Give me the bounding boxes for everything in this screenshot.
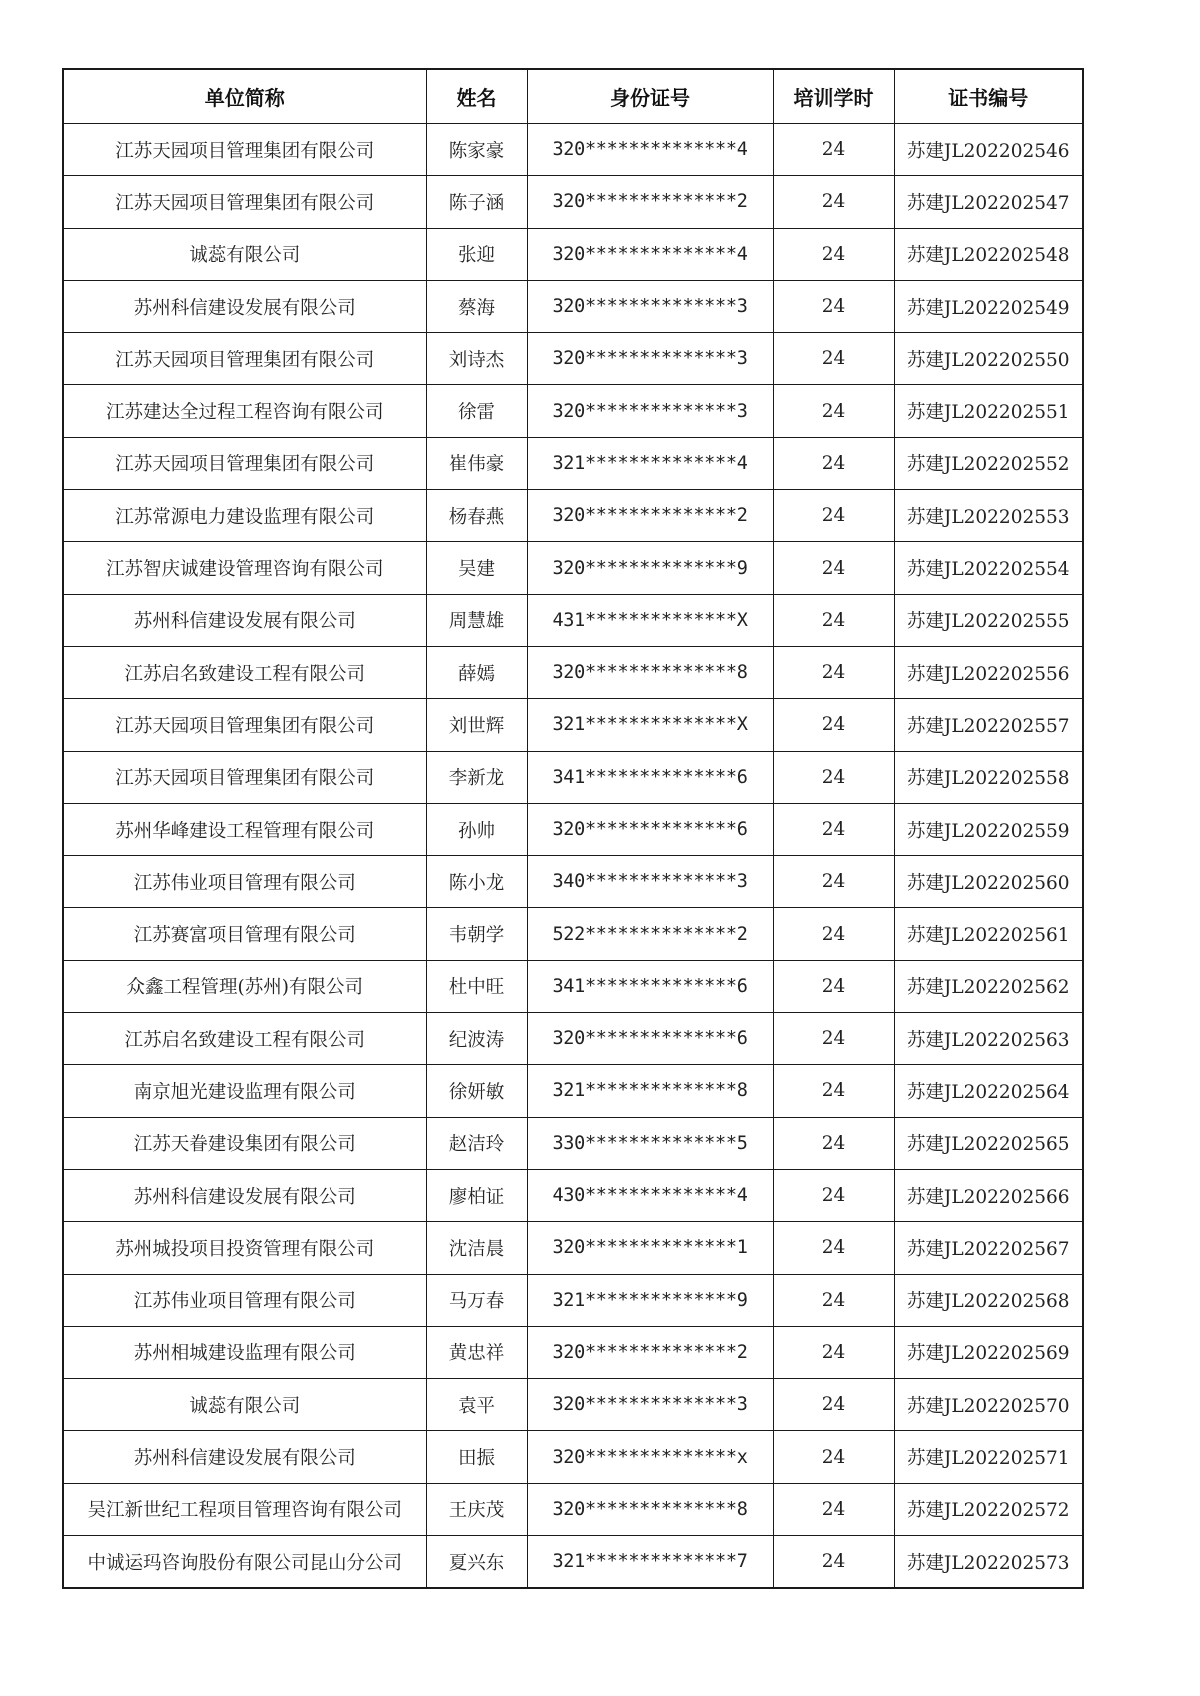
unit-cell: 江苏赛富项目管理有限公司	[63, 908, 426, 960]
header-name: 姓名	[426, 69, 527, 124]
id-number-cell: 321**************7	[527, 1536, 773, 1589]
unit-cell: 苏州科信建设发展有限公司	[63, 1169, 426, 1221]
table-row	[63, 960, 1083, 1012]
unit-cell: 江苏常源电力建设监理有限公司	[63, 490, 426, 542]
table-row	[63, 594, 1083, 646]
table-row	[63, 699, 1083, 751]
id-number-cell: 321**************X	[527, 699, 773, 751]
id-number-cell: 320**************9	[527, 542, 773, 594]
training-hours-cell: 24	[773, 960, 894, 1012]
id-number-cell: 522**************2	[527, 908, 773, 960]
id-number-cell: 320**************4	[527, 228, 773, 280]
name-cell: 陈小龙	[426, 856, 527, 908]
certificate-number-cell: 苏建JL202202549	[894, 280, 1083, 332]
id-number-cell: 330**************5	[527, 1117, 773, 1169]
certificate-number-cell: 苏建JL202202572	[894, 1483, 1083, 1535]
unit-cell: 江苏伟业项目管理有限公司	[63, 856, 426, 908]
table-row	[63, 1326, 1083, 1378]
certificate-number-cell: 苏建JL202202569	[894, 1326, 1083, 1378]
name-cell: 王庆茂	[426, 1483, 527, 1535]
unit-cell: 江苏智庆诚建设管理咨询有限公司	[63, 542, 426, 594]
table-row	[63, 333, 1083, 385]
unit-cell: 吴江新世纪工程项目管理咨询有限公司	[63, 1483, 426, 1535]
id-number-cell: 320**************8	[527, 646, 773, 698]
certificate-number-cell: 苏建JL202202573	[894, 1536, 1083, 1589]
unit-cell: 江苏天园项目管理集团有限公司	[63, 437, 426, 489]
name-cell: 徐妍敏	[426, 1065, 527, 1117]
header-unit: 单位简称	[63, 69, 426, 124]
header-id-number: 身份证号	[527, 69, 773, 124]
unit-cell: 苏州城投项目投资管理有限公司	[63, 1222, 426, 1274]
id-number-cell: 320**************3	[527, 1379, 773, 1431]
table-row	[63, 385, 1083, 437]
training-hours-cell: 24	[773, 1431, 894, 1483]
name-cell: 陈家豪	[426, 124, 527, 176]
name-cell: 蔡海	[426, 280, 527, 332]
name-cell: 刘诗杰	[426, 333, 527, 385]
id-number-cell: 320**************x	[527, 1431, 773, 1483]
training-hours-cell: 24	[773, 385, 894, 437]
table-row	[63, 1379, 1083, 1431]
header-training-hours: 培训学时	[773, 69, 894, 124]
training-hours-cell: 24	[773, 490, 894, 542]
unit-cell: 江苏伟业项目管理有限公司	[63, 1274, 426, 1326]
id-number-cell: 320**************6	[527, 803, 773, 855]
training-hours-cell: 24	[773, 1117, 894, 1169]
table-row	[63, 856, 1083, 908]
certificate-number-cell: 苏建JL202202570	[894, 1379, 1083, 1431]
id-number-cell: 340**************3	[527, 856, 773, 908]
name-cell: 田振	[426, 1431, 527, 1483]
certificate-number-cell: 苏建JL202202556	[894, 646, 1083, 698]
name-cell: 韦朝学	[426, 908, 527, 960]
certificate-number-cell: 苏建JL202202552	[894, 437, 1083, 489]
certificate-number-cell: 苏建JL202202553	[894, 490, 1083, 542]
unit-cell: 江苏建达全过程工程咨询有限公司	[63, 385, 426, 437]
training-hours-cell: 24	[773, 542, 894, 594]
id-number-cell: 320**************3	[527, 333, 773, 385]
unit-cell: 中诚运玛咨询股份有限公司昆山分公司	[63, 1536, 426, 1589]
certificate-number-cell: 苏建JL202202567	[894, 1222, 1083, 1274]
unit-cell: 江苏天眷建设集团有限公司	[63, 1117, 426, 1169]
id-number-cell: 320**************8	[527, 1483, 773, 1535]
name-cell: 薛嫣	[426, 646, 527, 698]
unit-cell: 苏州科信建设发展有限公司	[63, 280, 426, 332]
training-hours-cell: 24	[773, 1379, 894, 1431]
table-row	[63, 1222, 1083, 1274]
unit-cell: 诚蕊有限公司	[63, 228, 426, 280]
header-row	[63, 69, 1083, 124]
certificate-number-cell: 苏建JL202202546	[894, 124, 1083, 176]
training-hours-cell: 24	[773, 908, 894, 960]
name-cell: 孙帅	[426, 803, 527, 855]
id-number-cell: 320**************2	[527, 490, 773, 542]
training-hours-cell: 24	[773, 280, 894, 332]
unit-cell: 江苏启名致建设工程有限公司	[63, 1013, 426, 1065]
name-cell: 赵洁玲	[426, 1117, 527, 1169]
training-hours-cell: 24	[773, 1326, 894, 1378]
certificate-number-cell: 苏建JL202202563	[894, 1013, 1083, 1065]
table-row	[63, 542, 1083, 594]
training-hours-cell: 24	[773, 751, 894, 803]
training-hours-cell: 24	[773, 646, 894, 698]
training-hours-cell: 24	[773, 594, 894, 646]
certificate-number-cell: 苏建JL202202555	[894, 594, 1083, 646]
id-number-cell: 320**************4	[527, 124, 773, 176]
training-hours-cell: 24	[773, 856, 894, 908]
id-number-cell: 431**************X	[527, 594, 773, 646]
table-row	[63, 803, 1083, 855]
unit-cell: 江苏启名致建设工程有限公司	[63, 646, 426, 698]
name-cell: 杨春燕	[426, 490, 527, 542]
unit-cell: 诚蕊有限公司	[63, 1379, 426, 1431]
training-hours-cell: 24	[773, 1222, 894, 1274]
name-cell: 廖柏证	[426, 1169, 527, 1221]
table-row	[63, 1274, 1083, 1326]
name-cell: 袁平	[426, 1379, 527, 1431]
training-hours-cell: 24	[773, 1013, 894, 1065]
table-body	[63, 124, 1083, 1589]
table-row	[63, 1013, 1083, 1065]
certificate-number-cell: 苏建JL202202558	[894, 751, 1083, 803]
id-number-cell: 341**************6	[527, 751, 773, 803]
id-number-cell: 320**************2	[527, 176, 773, 228]
id-number-cell: 320**************6	[527, 1013, 773, 1065]
name-cell: 徐雷	[426, 385, 527, 437]
unit-cell: 江苏天园项目管理集团有限公司	[63, 751, 426, 803]
name-cell: 陈子涵	[426, 176, 527, 228]
name-cell: 杜中旺	[426, 960, 527, 1012]
unit-cell: 江苏天园项目管理集团有限公司	[63, 176, 426, 228]
id-number-cell: 320**************2	[527, 1326, 773, 1378]
training-hours-cell: 24	[773, 803, 894, 855]
id-number-cell: 320**************3	[527, 385, 773, 437]
table-header	[63, 69, 1083, 124]
table-row	[63, 437, 1083, 489]
id-number-cell: 320**************3	[527, 280, 773, 332]
certificate-number-cell: 苏建JL202202561	[894, 908, 1083, 960]
training-hours-cell: 24	[773, 437, 894, 489]
training-hours-cell: 24	[773, 1274, 894, 1326]
name-cell: 黄忠祥	[426, 1326, 527, 1378]
name-cell: 崔伟豪	[426, 437, 527, 489]
id-number-cell: 321**************8	[527, 1065, 773, 1117]
training-hours-cell: 24	[773, 1536, 894, 1589]
name-cell: 李新龙	[426, 751, 527, 803]
table-row	[63, 751, 1083, 803]
table-row	[63, 646, 1083, 698]
training-hours-cell: 24	[773, 333, 894, 385]
certificate-number-cell: 苏建JL202202548	[894, 228, 1083, 280]
table-row	[63, 1483, 1083, 1535]
unit-cell: 南京旭光建设监理有限公司	[63, 1065, 426, 1117]
id-number-cell: 320**************1	[527, 1222, 773, 1274]
certificate-number-cell: 苏建JL202202564	[894, 1065, 1083, 1117]
table-row	[63, 1431, 1083, 1483]
training-hours-cell: 24	[773, 1065, 894, 1117]
table-row	[63, 490, 1083, 542]
unit-cell: 江苏天园项目管理集团有限公司	[63, 699, 426, 751]
table-row	[63, 124, 1083, 176]
table-row	[63, 1117, 1083, 1169]
id-number-cell: 430**************4	[527, 1169, 773, 1221]
certificate-number-cell: 苏建JL202202554	[894, 542, 1083, 594]
training-hours-cell: 24	[773, 1483, 894, 1535]
certificate-number-cell: 苏建JL202202559	[894, 803, 1083, 855]
certificate-table	[62, 68, 1084, 1589]
unit-cell: 苏州科信建设发展有限公司	[63, 1431, 426, 1483]
certificate-number-cell: 苏建JL202202571	[894, 1431, 1083, 1483]
certificate-number-cell: 苏建JL202202550	[894, 333, 1083, 385]
header-certificate-number: 证书编号	[894, 69, 1083, 124]
table-row	[63, 1536, 1083, 1589]
name-cell: 沈洁晨	[426, 1222, 527, 1274]
table-row	[63, 176, 1083, 228]
certificate-number-cell: 苏建JL202202568	[894, 1274, 1083, 1326]
training-hours-cell: 24	[773, 1169, 894, 1221]
unit-cell: 苏州华峰建设工程管理有限公司	[63, 803, 426, 855]
name-cell: 张迎	[426, 228, 527, 280]
id-number-cell: 321**************4	[527, 437, 773, 489]
training-hours-cell: 24	[773, 124, 894, 176]
id-number-cell: 341**************6	[527, 960, 773, 1012]
name-cell: 马万春	[426, 1274, 527, 1326]
name-cell: 周慧雄	[426, 594, 527, 646]
certificate-number-cell: 苏建JL202202547	[894, 176, 1083, 228]
certificate-number-cell: 苏建JL202202565	[894, 1117, 1083, 1169]
name-cell: 纪波涛	[426, 1013, 527, 1065]
table-row	[63, 1065, 1083, 1117]
table-row	[63, 908, 1083, 960]
certificate-number-cell: 苏建JL202202560	[894, 856, 1083, 908]
table-row	[63, 280, 1083, 332]
table-row	[63, 228, 1083, 280]
id-number-cell: 321**************9	[527, 1274, 773, 1326]
unit-cell: 众鑫工程管理(苏州)有限公司	[63, 960, 426, 1012]
name-cell: 夏兴东	[426, 1536, 527, 1589]
unit-cell: 江苏天园项目管理集团有限公司	[63, 124, 426, 176]
unit-cell: 苏州科信建设发展有限公司	[63, 594, 426, 646]
certificate-number-cell: 苏建JL202202551	[894, 385, 1083, 437]
table-row	[63, 1169, 1083, 1221]
certificate-number-cell: 苏建JL202202557	[894, 699, 1083, 751]
certificate-number-cell: 苏建JL202202566	[894, 1169, 1083, 1221]
unit-cell: 苏州相城建设监理有限公司	[63, 1326, 426, 1378]
name-cell: 吴建	[426, 542, 527, 594]
unit-cell: 江苏天园项目管理集团有限公司	[63, 333, 426, 385]
name-cell: 刘世辉	[426, 699, 527, 751]
certificate-number-cell: 苏建JL202202562	[894, 960, 1083, 1012]
training-hours-cell: 24	[773, 699, 894, 751]
training-hours-cell: 24	[773, 176, 894, 228]
training-hours-cell: 24	[773, 228, 894, 280]
